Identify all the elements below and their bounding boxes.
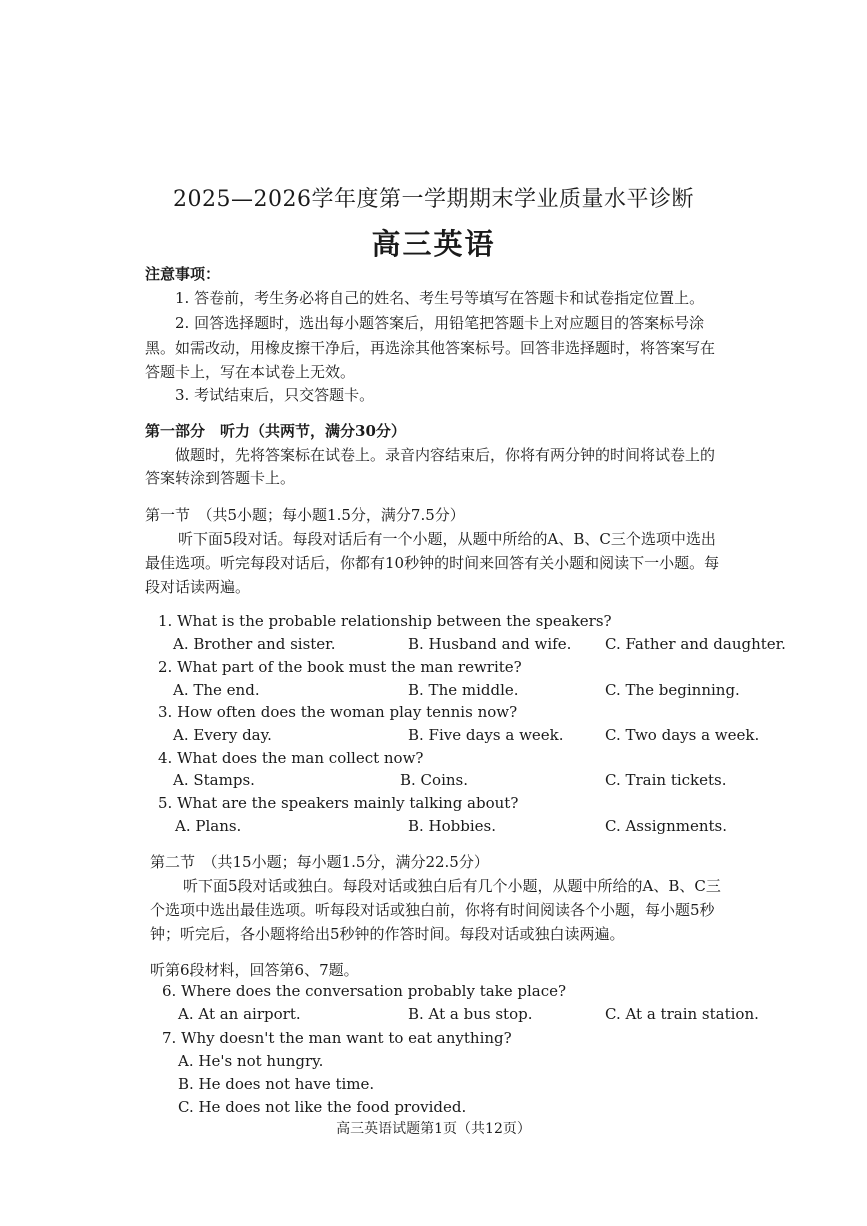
q7-option-c: C. He does not like the food provided. <box>178 1098 467 1116</box>
section2-heading: 第二节 （共15小题；每小题1.5分，满分22.5分） <box>150 853 489 871</box>
notice-item-1: 1. 答卷前，考生务必将自己的姓名、考生号等填写在答题卡和试卷指定位置上。 <box>175 289 705 307</box>
question-3: 3. How often does the woman play tennis now? <box>158 703 518 721</box>
section1-heading: 第一节 （共5小题；每小题1.5分，满分7.5分） <box>145 506 465 524</box>
section1-intro-line-2: 最佳选项。听完每段对话后，你都有10秒钟的时间来回答有关小题和阅读下一小题。每 <box>145 554 720 572</box>
question-7: 7. Why doesn't the man want to eat anything? <box>162 1029 512 1047</box>
section2-intro-line-3: 钟；听完后，各小题将给出5秒钟的作答时间。每段对话或独白读两遍。 <box>150 925 625 943</box>
q2-option-c: C. The beginning. <box>605 681 740 699</box>
exam-subject: 高三英语 <box>371 227 496 261</box>
question-1: 1. What is the probable relationship between the speakers? <box>158 612 612 630</box>
part1-intro-line-1: 做题时，先将答案标在试卷上。录音内容结束后，你将有两分钟的时间将试卷上的 <box>175 446 716 464</box>
part1-heading: 第一部分 听力（共两节，满分30分） <box>145 422 406 440</box>
q5-option-b: B. Hobbies. <box>408 817 497 835</box>
q5-option-a: A. Plans. <box>175 817 242 835</box>
page-footer: 高三英语试题第1页（共12页） <box>336 1121 531 1137</box>
q4-option-c: C. Train tickets. <box>605 771 727 789</box>
question-5: 5. What are the speakers mainly talking about? <box>158 794 519 812</box>
q2-option-a: A. The end. <box>173 681 260 699</box>
q2-option-b: B. The middle. <box>408 681 519 699</box>
section1-intro-line-3: 段对话读两遍。 <box>145 578 251 596</box>
q6-option-b: B. At a bus stop. <box>408 1005 533 1023</box>
q7-option-b: B. He does not have time. <box>178 1075 375 1093</box>
material-6-heading: 听第6段材料，回答第6、7题。 <box>150 961 359 979</box>
q4-option-a: A. Stamps. <box>173 771 255 789</box>
q6-option-c: C. At a train station. <box>605 1005 759 1023</box>
q5-option-c: C. Assignments. <box>605 817 728 835</box>
q6-option-a: A. At an airport. <box>178 1005 301 1023</box>
exam-title: 2025—2026学年度第一学期期末学业质量水平诊断 <box>173 187 694 212</box>
q3-option-b: B. Five days a week. <box>408 726 564 744</box>
q3-option-a: A. Every day. <box>173 726 272 744</box>
q1-option-b: B. Husband and wife. <box>408 635 572 653</box>
question-2: 2. What part of the book must the man rewrite? <box>158 658 522 676</box>
question-4: 4. What does the man collect now? <box>158 749 424 767</box>
q3-option-c: C. Two days a week. <box>605 726 760 744</box>
part1-intro-line-2: 答案转涂到答题卡上。 <box>145 469 296 487</box>
section2-intro-line-2: 个选项中选出最佳选项。听每段对话或独白前，你将有时间阅读各个小题，每小题5秒 <box>150 901 715 919</box>
question-6: 6. Where does the conversation probably take place? <box>162 982 567 1000</box>
q1-option-c: C. Father and daughter. <box>605 635 786 653</box>
notice-item-2-line-3: 答题卡上，写在本试卷上无效。 <box>145 363 356 381</box>
q4-option-b: B. Coins. <box>400 771 468 789</box>
section2-intro-line-1: 听下面5段对话或独白。每段对话或独白后有几个小题，从题中所给的A、B、C三 <box>183 877 721 895</box>
section1-intro-line-1: 听下面5段对话。每段对话后有一个小题，从题中所给的A、B、C三个选项中选出 <box>178 530 716 548</box>
notice-heading: 注意事项： <box>145 265 221 283</box>
q1-option-a: A. Brother and sister. <box>173 635 336 653</box>
q7-option-a: A. He's not hungry. <box>178 1052 324 1070</box>
notice-item-2-line-1: 2. 回答选择题时，选出每小题答案后，用铅笔把答题卡上对应题目的答案标号涂 <box>175 314 705 332</box>
notice-item-2-line-2: 黑。如需改动，用橡皮擦干净后，再选涂其他答案标号。回答非选择题时，将答案写在 <box>145 339 716 357</box>
notice-item-3: 3. 考试结束后，只交答题卡。 <box>175 386 375 404</box>
